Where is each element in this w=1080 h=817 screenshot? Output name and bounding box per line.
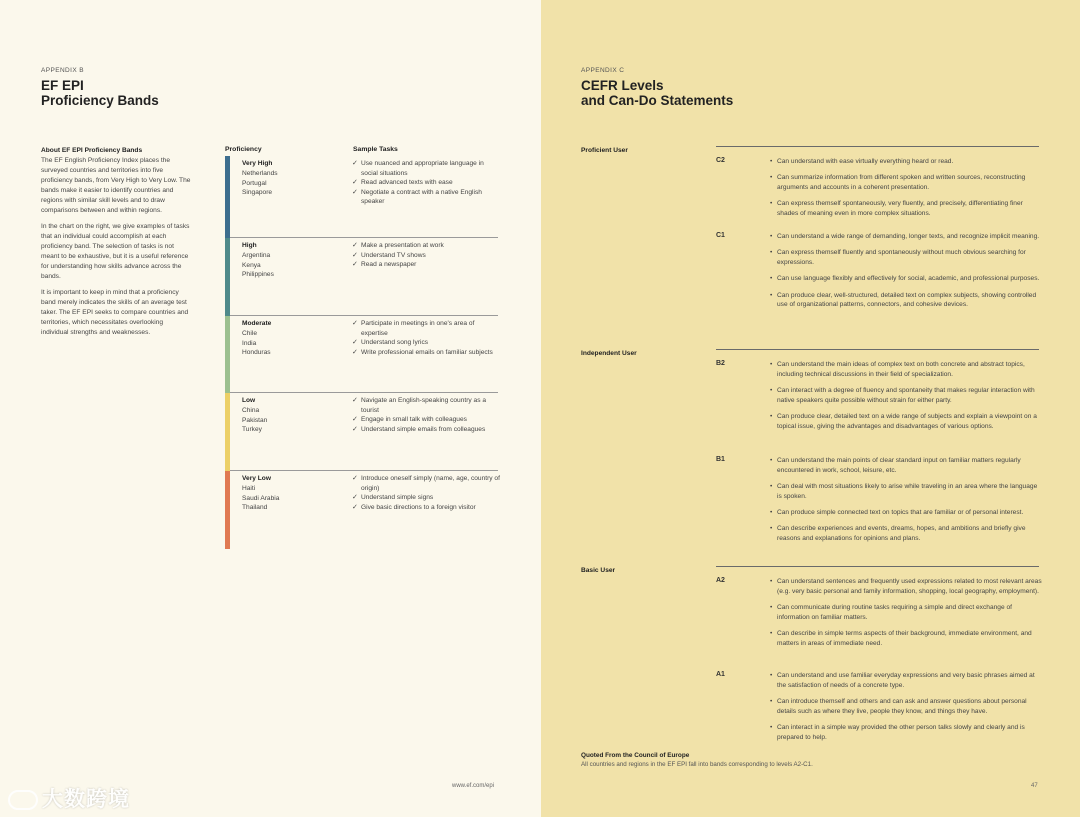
task-text: Understand simple emails from colleagues bbox=[361, 425, 486, 433]
statement-text: Can describe in simple terms aspects of their background, immediate environment, and matters in areas of immediate need. bbox=[777, 629, 1032, 647]
title-line-1: CEFR Levels bbox=[581, 78, 664, 93]
statement-text: Can interact with a degree of fluency and spontaneity that makes regular interaction with native speakers quite possible without strain for either party. bbox=[777, 386, 1035, 404]
band-tasks bbox=[352, 474, 502, 512]
bullet-icon: • bbox=[770, 672, 773, 679]
checkmark-icon: ✓ bbox=[352, 188, 358, 196]
can-do-statement bbox=[770, 524, 1042, 543]
task-item bbox=[352, 493, 502, 503]
task-text: Read a newspaper bbox=[361, 261, 417, 269]
checkmark-icon: ✓ bbox=[352, 348, 358, 356]
proficiency-band bbox=[225, 156, 498, 238]
checkmark-icon: ✓ bbox=[352, 416, 358, 424]
can-do-statement bbox=[770, 482, 1042, 501]
task-item bbox=[352, 474, 502, 493]
checkmark-icon: ✓ bbox=[352, 261, 358, 269]
statement-text: Can understand sentences and frequently used expressions related to most relevant areas (e.g. very basic personal and family information, shopping, local geography, employment). bbox=[777, 578, 1042, 595]
cefr-level-code: A1 bbox=[716, 671, 725, 678]
cefr-level-code: A2 bbox=[716, 577, 725, 584]
statement-text: Can understand the main ideas of complex text on both concrete and abstract topics, including technical discussions in their field of specialization. bbox=[777, 361, 1025, 378]
checkmark-icon: ✓ bbox=[352, 179, 358, 187]
about-section bbox=[41, 146, 191, 344]
can-do-statements bbox=[770, 360, 1042, 438]
can-do-statement bbox=[770, 508, 1042, 518]
task-text: Negotiate a contract with a native English speaker bbox=[361, 188, 482, 206]
band-name: Moderate bbox=[242, 320, 272, 327]
task-item bbox=[352, 178, 502, 188]
task-item bbox=[352, 260, 502, 270]
task-item bbox=[352, 241, 502, 251]
task-item bbox=[352, 348, 502, 358]
proficiency-band bbox=[225, 471, 498, 549]
statement-text: Can interact in a simple way provided the other person talks slowly and clearly and is prepared to help. bbox=[777, 723, 1025, 741]
section-rule bbox=[716, 146, 1039, 147]
task-text: Give basic directions to a foreign visitor bbox=[361, 503, 476, 511]
band-color-bar bbox=[225, 471, 230, 549]
band-tasks bbox=[352, 159, 502, 207]
task-text: Participate in meetings in one's area of expertise bbox=[361, 320, 475, 337]
country-name: Honduras bbox=[242, 349, 271, 357]
can-do-statement bbox=[770, 697, 1042, 716]
checkmark-icon: ✓ bbox=[352, 339, 358, 347]
band-tasks bbox=[352, 396, 502, 434]
bullet-icon: • bbox=[770, 697, 773, 705]
statement-text: Can deal with most situations likely to arise while traveling in an area where the language is spoken. bbox=[777, 482, 1038, 500]
task-item bbox=[352, 251, 502, 261]
bullet-icon: • bbox=[770, 457, 773, 464]
task-text: Read advanced texts with ease bbox=[361, 179, 453, 187]
watermark-logo-icon bbox=[8, 790, 38, 810]
band-countries bbox=[242, 251, 274, 280]
task-item bbox=[352, 188, 502, 207]
country-name: Saudi Arabia bbox=[242, 494, 280, 502]
can-do-statement bbox=[770, 173, 1042, 192]
statement-text: Can express themself fluently and spontaneously without much obvious searching for expressions. bbox=[777, 249, 1026, 266]
title-line-2: and Can-Do Statements bbox=[581, 93, 734, 108]
task-item bbox=[352, 503, 502, 513]
task-text: Write professional emails on familiar subjects bbox=[361, 348, 493, 356]
task-item bbox=[352, 338, 502, 348]
user-category-label: Independent User bbox=[581, 350, 637, 357]
can-do-statement bbox=[770, 671, 1042, 690]
bullet-icon: • bbox=[770, 291, 773, 299]
statement-text: Can understand and use familiar everyday expressions and very basic phrases aimed at the satisfaction of needs of a concrete type. bbox=[777, 672, 1035, 689]
bullet-icon: • bbox=[770, 361, 773, 368]
can-do-statement bbox=[770, 157, 1042, 167]
task-item bbox=[352, 319, 502, 338]
checkmark-icon: ✓ bbox=[352, 242, 358, 249]
bullet-icon: • bbox=[770, 525, 773, 533]
bullet-icon: • bbox=[770, 200, 773, 208]
user-category-label: Proficient User bbox=[581, 147, 628, 154]
bullet-icon: • bbox=[770, 578, 773, 585]
can-do-statement bbox=[770, 199, 1042, 218]
band-color-bar bbox=[225, 393, 230, 471]
footer-url: www.ef.com/epi bbox=[452, 783, 495, 789]
band-countries bbox=[242, 484, 279, 513]
country-name: Pakistan bbox=[242, 416, 268, 424]
about-heading: About EF EPI Proficiency Bands bbox=[41, 147, 143, 154]
task-text: Understand song lyrics bbox=[361, 339, 429, 347]
can-do-statement bbox=[770, 603, 1042, 622]
can-do-statement bbox=[770, 629, 1042, 648]
bullet-icon: • bbox=[770, 482, 773, 490]
can-do-statement bbox=[770, 232, 1042, 242]
can-do-statements bbox=[770, 157, 1042, 225]
country-name: Philippines bbox=[242, 271, 274, 279]
proficiency-band bbox=[225, 316, 498, 393]
checkmark-icon: ✓ bbox=[352, 425, 358, 433]
quote-text: All countries and regions in the EF EPI fall into bands corresponding to levels A2-C1. bbox=[581, 761, 813, 768]
country-name: Kenya bbox=[242, 261, 261, 269]
about-paragraph: The EF English Proficiency Index places the surveyed countries and territories into five proficiency bands, from Very High to Very Low. The bands make it easier to identify countries and regions with similar skill levels and to draw comparisons between and within regions. bbox=[41, 157, 191, 214]
task-text: Introduce oneself simply (name, age, country of origin) bbox=[361, 475, 500, 492]
country-name: Portugal bbox=[242, 179, 267, 187]
band-countries bbox=[242, 329, 271, 358]
cefr-level-code: B2 bbox=[716, 360, 725, 367]
country-name: Netherlands bbox=[242, 170, 278, 177]
appendix-c-eyebrow: APPENDIX C bbox=[581, 67, 625, 74]
bullet-icon: • bbox=[770, 275, 773, 283]
can-do-statement bbox=[770, 274, 1042, 284]
checkmark-icon: ✓ bbox=[352, 320, 358, 327]
bullet-icon: • bbox=[770, 629, 773, 637]
watermark-text: 大数跨境 bbox=[42, 788, 130, 811]
country-name: Argentina bbox=[242, 252, 271, 259]
band-countries bbox=[242, 406, 267, 435]
about-paragraph: It is important to keep in mind that a proficiency band merely indicates the skills of an average test taker. The EF EPI seeks to compare countries and territories, which necessitates overlooking individual strengths and weaknesses. bbox=[41, 289, 189, 336]
checkmark-icon: ✓ bbox=[352, 494, 358, 502]
band-countries bbox=[242, 169, 278, 198]
watermark bbox=[8, 783, 130, 813]
user-category-label: Basic User bbox=[581, 567, 616, 574]
country-name: Singapore bbox=[242, 189, 273, 197]
band-name: Very Low bbox=[242, 475, 271, 482]
statement-text: Can produce clear, well-structured, detailed text on complex subjects, showing controlled use of organizational patterns, connectors, and cohesive devices. bbox=[777, 291, 1037, 309]
task-item bbox=[352, 159, 502, 178]
bullet-icon: • bbox=[770, 412, 773, 420]
statement-text: Can introduce themself and others and can ask and answer questions about personal details such as where they live, people they know, and things they have. bbox=[777, 697, 1027, 715]
statement-text: Can produce simple connected text on topics that are familiar or of personal interest. bbox=[777, 508, 1024, 516]
can-do-statements bbox=[770, 577, 1042, 655]
appendix-c-title bbox=[581, 78, 733, 108]
band-name: Low bbox=[242, 397, 256, 404]
can-do-statement bbox=[770, 360, 1042, 379]
band-color-bar bbox=[225, 156, 230, 238]
bullet-icon: • bbox=[770, 603, 773, 611]
proficiency-band bbox=[225, 238, 498, 316]
cefr-level-code: C1 bbox=[716, 232, 725, 239]
can-do-statement bbox=[770, 386, 1042, 405]
band-tasks bbox=[352, 319, 502, 357]
band-name: Very High bbox=[242, 160, 273, 167]
checkmark-icon: ✓ bbox=[352, 503, 358, 511]
page-number-right: 47 bbox=[1031, 783, 1038, 789]
can-do-statements bbox=[770, 671, 1042, 749]
can-do-statement bbox=[770, 248, 1042, 267]
band-color-bar bbox=[225, 316, 230, 393]
title-line-1: EF EPI bbox=[41, 78, 84, 93]
title-line-2: Proficiency Bands bbox=[41, 93, 159, 108]
statement-text: Can express themself spontaneously, very fluently, and precisely, differentiating finer shades of meaning even in more complex situations. bbox=[777, 200, 1023, 217]
checkmark-icon: ✓ bbox=[352, 397, 358, 404]
can-do-statements bbox=[770, 456, 1042, 550]
statement-text: Can understand with ease virtually everything heard or read. bbox=[777, 158, 954, 165]
bullet-icon: • bbox=[770, 174, 773, 182]
can-do-statement bbox=[770, 577, 1042, 596]
checkmark-icon: ✓ bbox=[352, 475, 358, 482]
can-do-statement bbox=[770, 412, 1042, 431]
appendix-b-eyebrow: APPENDIX B bbox=[41, 67, 85, 74]
about-paragraph: In the chart on the right, we give examples of tasks that an individual could accomplish at each proficiency band. The selection of tasks is not meant to be exhaustive, but it is a useful reference for understanding how skills advance across the bands. bbox=[41, 223, 190, 280]
statement-text: Can understand the main points of clear standard input on familiar matters regularly encountered in work, school, leisure, etc. bbox=[777, 457, 1021, 474]
appendix-b-title bbox=[41, 78, 159, 108]
bullet-icon: • bbox=[770, 249, 773, 257]
proficiency-band bbox=[225, 393, 498, 471]
bullet-icon: • bbox=[770, 233, 773, 240]
band-tasks bbox=[352, 241, 502, 270]
country-name: Chile bbox=[242, 330, 258, 337]
bullet-icon: • bbox=[770, 158, 773, 165]
country-name: China bbox=[242, 407, 260, 414]
country-name: India bbox=[242, 339, 257, 347]
can-do-statement bbox=[770, 723, 1042, 742]
checkmark-icon: ✓ bbox=[352, 251, 358, 259]
country-name: Haiti bbox=[242, 485, 256, 492]
task-text: Understand TV shows bbox=[361, 251, 426, 259]
bullet-icon: • bbox=[770, 723, 773, 731]
checkmark-icon: ✓ bbox=[352, 160, 358, 167]
task-item bbox=[352, 425, 502, 435]
task-text: Navigate an English-speaking country as a tourist bbox=[361, 397, 486, 414]
bullet-icon: • bbox=[770, 508, 773, 516]
statement-text: Can describe experiences and events, dreams, hopes, and ambitions and briefly give reasons and explanations for opinions and plans. bbox=[777, 525, 1026, 542]
task-text: Use nuanced and appropriate language in social situations bbox=[361, 160, 484, 177]
band-color-bar bbox=[225, 238, 230, 316]
can-do-statements bbox=[770, 232, 1042, 317]
task-item bbox=[352, 396, 502, 415]
section-rule bbox=[716, 349, 1039, 350]
cefr-level-code: B1 bbox=[716, 456, 725, 463]
statement-text: Can understand a wide range of demanding, longer texts, and recognize implicit meaning. bbox=[777, 233, 1040, 240]
task-text: Engage in small talk with colleagues bbox=[361, 416, 467, 424]
sample-tasks-column-header: Sample Tasks bbox=[353, 146, 398, 153]
can-do-statement bbox=[770, 456, 1042, 475]
task-text: Make a presentation at work bbox=[361, 242, 444, 249]
cefr-level-code: C2 bbox=[716, 157, 725, 164]
statement-text: Can use language flexibly and effectively for social, academic, and professional purposes. bbox=[777, 275, 1040, 283]
bullet-icon: • bbox=[770, 386, 773, 394]
country-name: Thailand bbox=[242, 504, 268, 512]
statement-text: Can produce clear, detailed text on a wide range of subjects and explain a viewpoint on a topical issue, giving the advantages and disadvantages of various options. bbox=[777, 412, 1037, 430]
proficiency-column-header: Proficiency bbox=[225, 146, 262, 153]
statement-text: Can communicate during routine tasks requiring a simple and direct exchange of information on familiar matters. bbox=[777, 603, 1012, 621]
quote-heading: Quoted From the Council of Europe bbox=[581, 752, 690, 759]
statement-text: Can summarize information from different spoken and written sources, reconstructing arguments and accounts in a coherent presentation. bbox=[777, 174, 1026, 191]
task-text: Understand simple signs bbox=[361, 494, 434, 502]
can-do-statement bbox=[770, 291, 1042, 310]
band-name: High bbox=[242, 242, 257, 249]
task-item bbox=[352, 415, 502, 425]
country-name: Turkey bbox=[242, 426, 262, 434]
section-rule bbox=[716, 566, 1039, 567]
